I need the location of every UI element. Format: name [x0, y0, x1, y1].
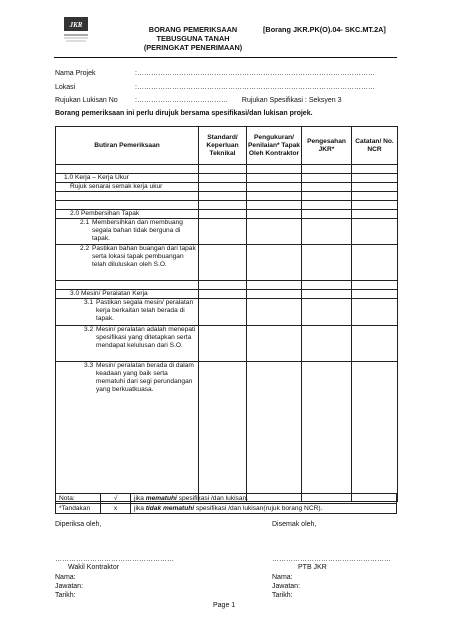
form-title	[128, 25, 258, 52]
cell-pengesahan[interactable]	[302, 299, 352, 326]
table-row	[56, 245, 398, 281]
cell-pengesahan[interactable]	[302, 174, 352, 183]
item-number: 3.1	[84, 299, 94, 306]
table-row	[56, 326, 398, 362]
section-item-1: Rujuk senarai semak kerja ukur	[56, 183, 199, 192]
role-ptb-jkr: PTB JKR	[298, 564, 327, 571]
table-row	[56, 219, 398, 245]
field-value: :…………………………………	[135, 97, 228, 104]
section-title-3: 3.0 Mesin/ Peralatan Kerja	[56, 290, 199, 299]
cell-catatan[interactable]	[352, 245, 398, 281]
field-label: Rujukan Lukisan No	[55, 97, 118, 104]
item-text: Membersihkan dan membuang segala bahan tidak berguna di tapak.	[92, 219, 183, 242]
cell-catatan[interactable]	[352, 299, 398, 326]
field-nama-projek[interactable]	[55, 70, 375, 77]
cell-catatan[interactable]	[352, 174, 398, 183]
rujukan-spesifikasi: Rujukan Spesifikasi : Seksyen 3	[241, 97, 342, 104]
cross-symbol: x	[101, 504, 131, 514]
table-row	[56, 165, 398, 174]
item-text: Mesin/ peralatan adalah menepati spesifikasi yang ditetapkan serta mendapat kelulusan dari S.O.	[96, 326, 196, 349]
cell-pengesahan[interactable]	[302, 362, 352, 502]
item-text: Pastikan bahan buangan dari tapak serta lokasi tapak pembuangan telah diluluskan oleh S.O.	[92, 245, 196, 268]
nota-text-2: jika tidak mematuhi spesifikasi /dan lukisan(rujuk borang NCR).	[131, 504, 397, 514]
nama-label-right[interactable]: Nama:	[272, 574, 293, 581]
header-pengesahan: Pengesahan JKR*	[302, 127, 352, 165]
section-title-2: 2.0 Pembersihan Tapak	[56, 210, 199, 219]
disemak-oleh-heading: Disemak oleh,	[272, 521, 317, 528]
cell-pengesahan[interactable]	[302, 183, 352, 192]
table-row	[56, 290, 398, 299]
field-lokasi[interactable]	[55, 84, 375, 91]
cell-pengukuran[interactable]	[247, 219, 302, 245]
cell-catatan[interactable]	[352, 326, 398, 362]
nota-sublabel: *Tandakan	[56, 504, 101, 514]
jawatan-label-left[interactable]: Jawatan:	[55, 583, 84, 590]
role-wakil-kontraktor: Wakil Kontraktor	[68, 564, 120, 571]
cell-standard[interactable]	[199, 326, 247, 362]
table-row	[56, 183, 398, 192]
diperiksa-oleh-heading: Diperiksa oleh,	[55, 521, 102, 528]
cell-pengesahan[interactable]	[302, 245, 352, 281]
cell-standard[interactable]	[199, 219, 247, 245]
nama-label-left[interactable]: Nama:	[55, 574, 76, 581]
jawatan-label-right[interactable]: Jawatan:	[272, 583, 301, 590]
emphasis-mematuhi: mematuhi	[145, 495, 177, 502]
field-value: :…………………………………………………………………………………………	[135, 70, 375, 77]
field-label: Nama Projek	[55, 70, 96, 77]
cell-pengukuran[interactable]	[247, 362, 302, 502]
form-title-line-3: (PERINGKAT PENERIMAAN)	[143, 43, 243, 52]
header-standard: Standard/ Keperluan Teknikal	[199, 127, 247, 165]
cell-standard[interactable]	[199, 299, 247, 326]
section-item-2-2	[56, 245, 199, 281]
section-item-3-2	[56, 326, 199, 362]
nota-row	[56, 504, 397, 514]
item-text: Mesin/ peralatan berada di dalam keadaan yang baik serta mematuhi dari segi perundangan yang berkuatkuasa.	[96, 362, 194, 393]
table-row	[56, 210, 398, 219]
table-row	[56, 192, 398, 201]
cell-pengesahan[interactable]	[302, 326, 352, 362]
inspection-table	[55, 126, 398, 502]
cell-catatan[interactable]	[352, 183, 398, 192]
signature-line-right[interactable]: ……………………………………………	[272, 556, 391, 563]
section-item-2-1	[56, 219, 199, 245]
item-number: 3.2	[84, 326, 94, 333]
form-code: [Borang JKR.PK(O).04- SKC.MT.2A]	[263, 25, 386, 34]
cell-standard[interactable]	[199, 245, 247, 281]
cell-catatan[interactable]	[352, 219, 398, 245]
cell-standard[interactable]	[199, 174, 247, 183]
header-pengukuran: Pengukuran/ Penilaian* Tapak Oleh Kontraktor	[247, 127, 302, 165]
header-catatan: Catatan/ No. NCR	[352, 127, 398, 165]
form-title-line-2: TEBUSGUNA TANAH	[156, 34, 230, 43]
nota-label: Nota:	[56, 494, 101, 504]
section-item-3-3	[56, 362, 199, 502]
instruction-text: Borang pemeriksaan ini perlu dirujuk bersama spesifikasi/dan lukisan projek.	[55, 110, 313, 117]
jkr-logo	[60, 14, 120, 54]
section-item-3-1	[56, 299, 199, 326]
page-number: Page 1	[213, 602, 236, 609]
table-row	[56, 362, 398, 502]
item-number: 2.1	[80, 219, 90, 226]
field-label: Lokasi	[55, 84, 76, 91]
header-divider	[54, 57, 397, 58]
cell-pengukuran[interactable]	[247, 299, 302, 326]
table-row	[56, 299, 398, 326]
cell-standard[interactable]	[199, 183, 247, 192]
table-row	[56, 201, 398, 210]
cell-catatan[interactable]	[352, 362, 398, 502]
cell-pengukuran[interactable]	[247, 245, 302, 281]
header-butiran: Butiran Pemeriksaan	[56, 127, 199, 165]
section-title-1: 1.0 Kerja – Kerja Ukur	[56, 174, 199, 183]
logo-text: JKR	[69, 21, 83, 29]
field-value: :…………………………………………………………………………………………	[135, 84, 375, 91]
item-number: 3.3	[84, 362, 94, 369]
item-number: 2.2	[80, 245, 90, 252]
signature-line-left[interactable]: ……………………………………………	[55, 556, 174, 563]
table-row	[56, 174, 398, 183]
tick-symbol: √	[101, 494, 131, 504]
cell-pengukuran[interactable]	[247, 174, 302, 183]
item-text: Pastikan segala mesin/ peralatan kerja berkaitan telah berada di tapak.	[96, 299, 194, 322]
cell-pengukuran[interactable]	[247, 183, 302, 192]
cell-pengukuran[interactable]	[247, 326, 302, 362]
nota-row	[56, 494, 397, 504]
table-row	[56, 281, 398, 290]
tarikh-label-right[interactable]: Tarikh:	[272, 592, 293, 599]
cell-standard[interactable]	[199, 362, 247, 502]
cell-pengesahan[interactable]	[302, 219, 352, 245]
emphasis-tidak-mematuhi: tidak mematuhi	[145, 505, 195, 512]
nota-table	[55, 493, 397, 514]
form-title-line-1: BORANG PEMERIKSAAN	[148, 25, 238, 34]
field-rujukan-lukisan[interactable]	[55, 97, 342, 104]
table-header-row	[56, 127, 398, 165]
nota-text-1: jika mematuhi spesifikasi /dan lukisan.	[131, 494, 397, 504]
tarikh-label-left[interactable]: Tarikh:	[55, 592, 76, 599]
